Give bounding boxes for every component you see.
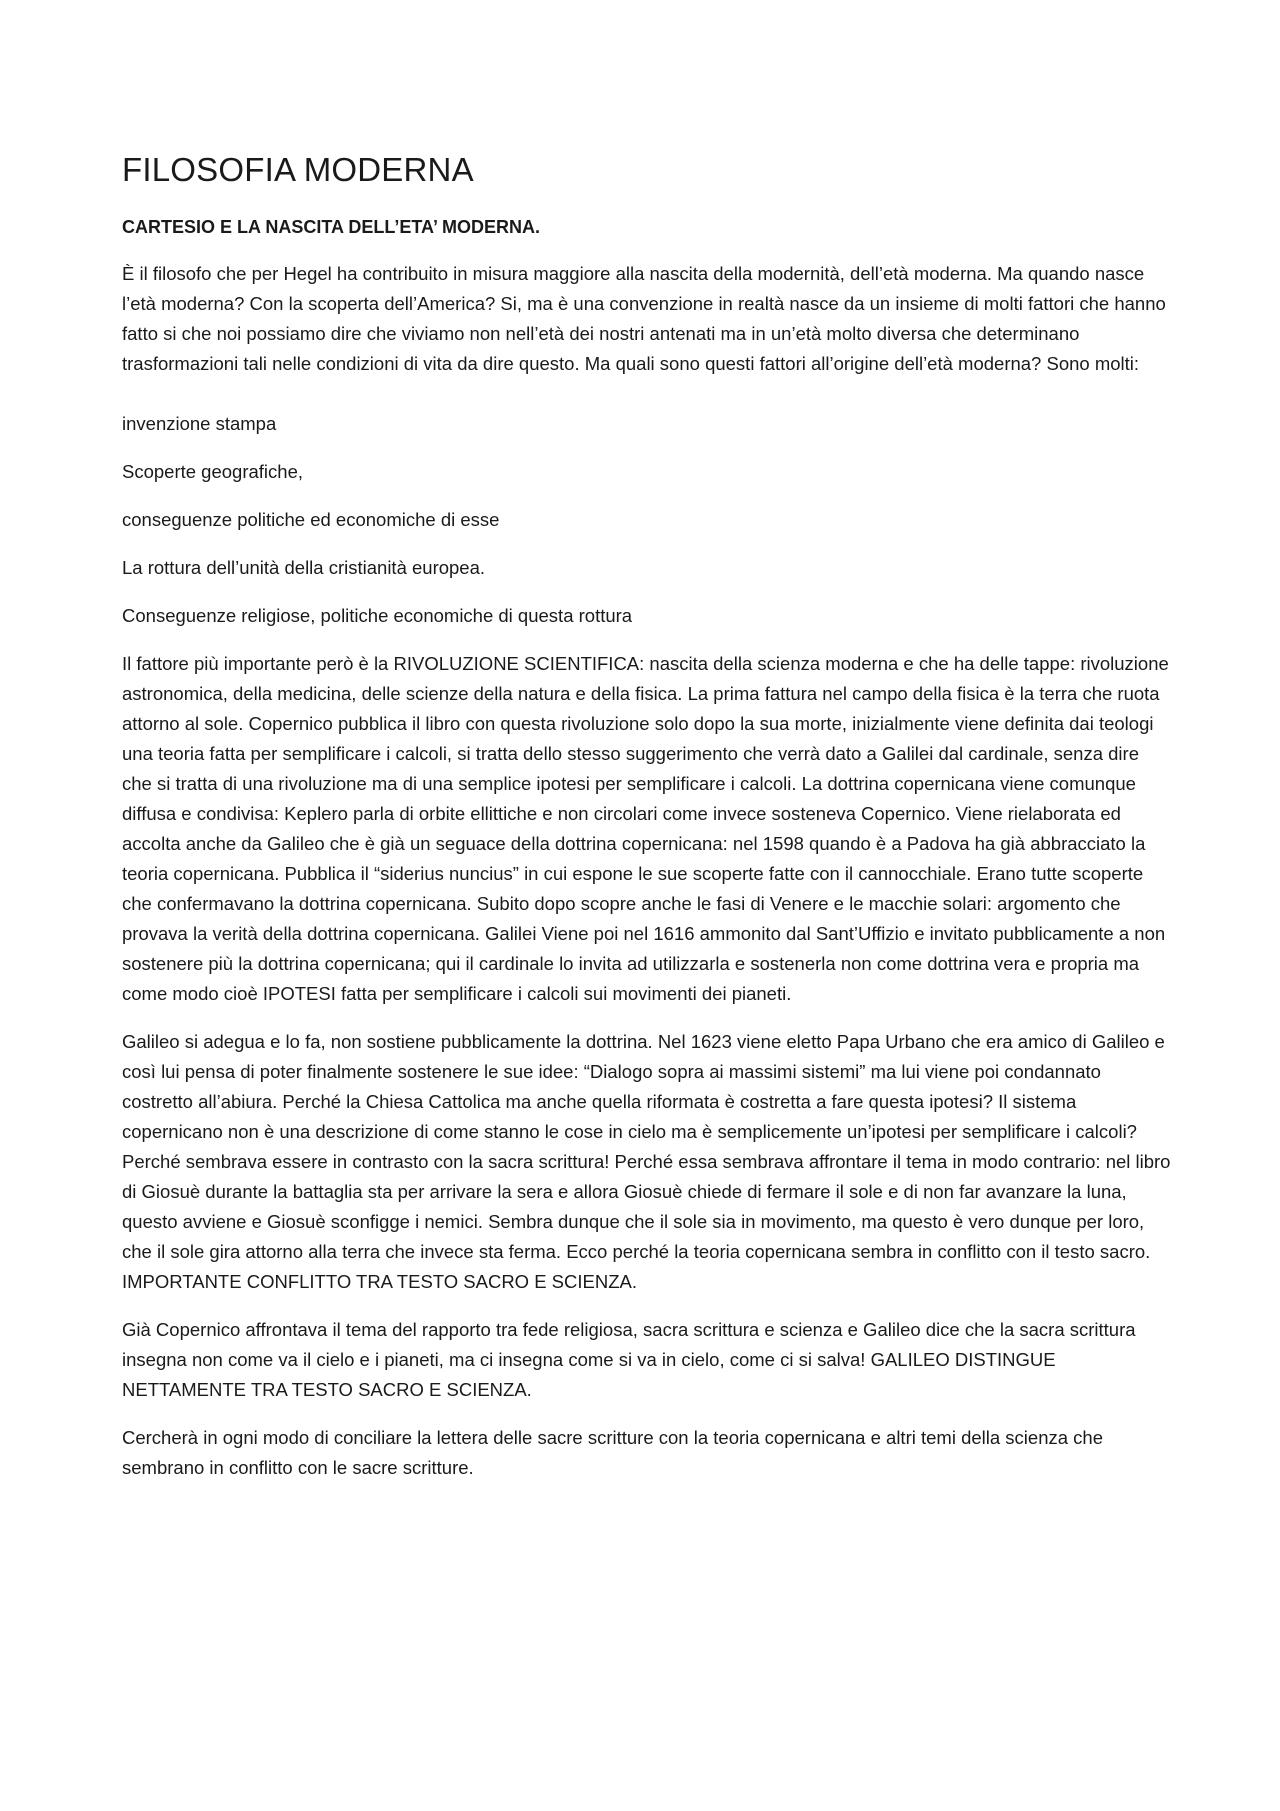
list-item: Scoperte geografiche, — [122, 460, 304, 482]
page-title: FILOSOFIA MODERNA — [122, 151, 474, 188]
section-heading: CARTESIO E LA NASCITA DELL’ETA’ MODERNA. — [122, 216, 541, 237]
body-paragraph-galileo: Galileo si adegua e lo fa, non sostiene pubblicamente la dottrina. Nel 1623 viene eletto Papa Urbano che era amico di Galileo e così lui pensa di poter finalmente sostenere le sue idee: “Dialogo sopra ai massimi sistemi” ma lui viene poi condannato costretto all’abiura. Perché la Chiesa Cattolica ma anche quella riformata è costretta a fare questa ipotesi? Il sistema copernicano non è una descrizione di come stanno le cose in cielo ma è semplicemente un’ipotesi per semplificare i calcoli? Perché sembrava essere in contrasto con la sacra scrittura! Perché essa sembrava affrontare il tema in modo contrario: nel libro di Giosuè durante la battaglia sta per arrivare la sera e allora Giosuè chiede di fermare il sole e di non far avanzare la luna, questo avviene e Giosuè sconfigge i nemici. Sembra dunque che il sole sia in movimento, ma questo è vero dunque per loro, che il sole gira attorno alla terra che invece sta ferma. Ecco perché la teoria copernicana sembra in conflitto con il testo sacro. IMPORTANTE CONFLITTO TRA TESTO SACRO E SCIENZA. — [122, 1030, 1171, 1292]
list-item: La rottura dell’unità della cristianità europea. — [122, 556, 486, 578]
document-page — [122, 150, 1172, 1501]
intro-paragraph: È il filosofo che per Hegel ha contribuito in misura maggiore alla nascita della modernità, dell’età moderna. Ma quando nasce l’età moderna? Con la scoperta dell’America? Si, ma è una convenzione in realtà nasce da un insieme di molti fattori che hanno fatto si che noi possiamo dire che viviamo non nell’età dei nostri antenati ma in un’età molto diversa che determinano trasformazioni tali nelle condizioni di vita da dire questo. Ma quali sono questi fattori all’origine dell’età moderna? Sono molti: — [122, 262, 1166, 374]
factors-list — [122, 409, 1172, 631]
list-item: conseguenze politiche ed economiche di esse — [122, 508, 500, 530]
body-paragraph-conclusion: Cercherà in ogni modo di conciliare la lettera delle sacre scritture con la teoria copernicana e altri temi della scienza che sembrano in conflitto con le sacre scritture. — [122, 1426, 1103, 1478]
body-paragraph-copernico: Già Copernico affrontava il tema del rapporto tra fede religiosa, sacra scrittura e scienza e Galileo dice che la sacra scrittura insegna non come va il cielo e i pianeti, ma ci insegna come si va in cielo, come ci si salva! GALILEO DISTINGUE NETTAMENTE TRA TESTO SACRO E SCIENZA. — [122, 1318, 1136, 1400]
list-item: Conseguenze religiose, politiche economiche di questa rottura — [122, 604, 633, 626]
list-item: invenzione stampa — [122, 412, 277, 434]
body-paragraph-revolution: Il fattore più importante però è la RIVOLUZIONE SCIENTIFICA: nascita della scienza moderna e che ha delle tappe: rivoluzione astronomica, della medicina, delle scienze della natura e della fisica. La prima fattura nel campo della fisica è la terra che ruota attorno al sole. Copernico pubblica il libro con questa rivoluzione solo dopo la sua morte, inizialmente viene definita dai teologi una teoria fatta per semplificare i calcoli, si tratta dello stesso suggerimento che verrà dato a Galilei dal cardinale, senza dire che si tratta di una rivoluzione ma di una semplice ipotesi per semplificare i calcoli. La dottrina copernicana viene comunque diffusa e condivisa: Keplero parla di orbite ellittiche e non circolari come invece sosteneva Copernico. Viene rielaborata ed accolta anche da Galileo che è già un seguace della dottrina copernicana: nel 1598 quando è a Padova ha già abbracciato la teoria copernicana. Pubblica il “siderius nuncius” in cui espone le sue scoperte fatte con il cannocchiale. Erano tutte scoperte che confermavano la dottrina copernicana. Subito dopo scopre anche le fasi di Venere e le macchie solari: argomento che provava la verità della dottrina copernicana. Galilei Viene poi nel 1616 ammonito dal Sant’Uffizio e invitato pubblicamente a non sostenere più la dottrina copernicana; qui il cardinale lo invita ad utilizzarla e sostenerla non come dottrina vera e propria ma come modo cioè IPOTESI fatta per semplificare i calcoli sui movimenti dei pianeti. — [122, 652, 1169, 1004]
